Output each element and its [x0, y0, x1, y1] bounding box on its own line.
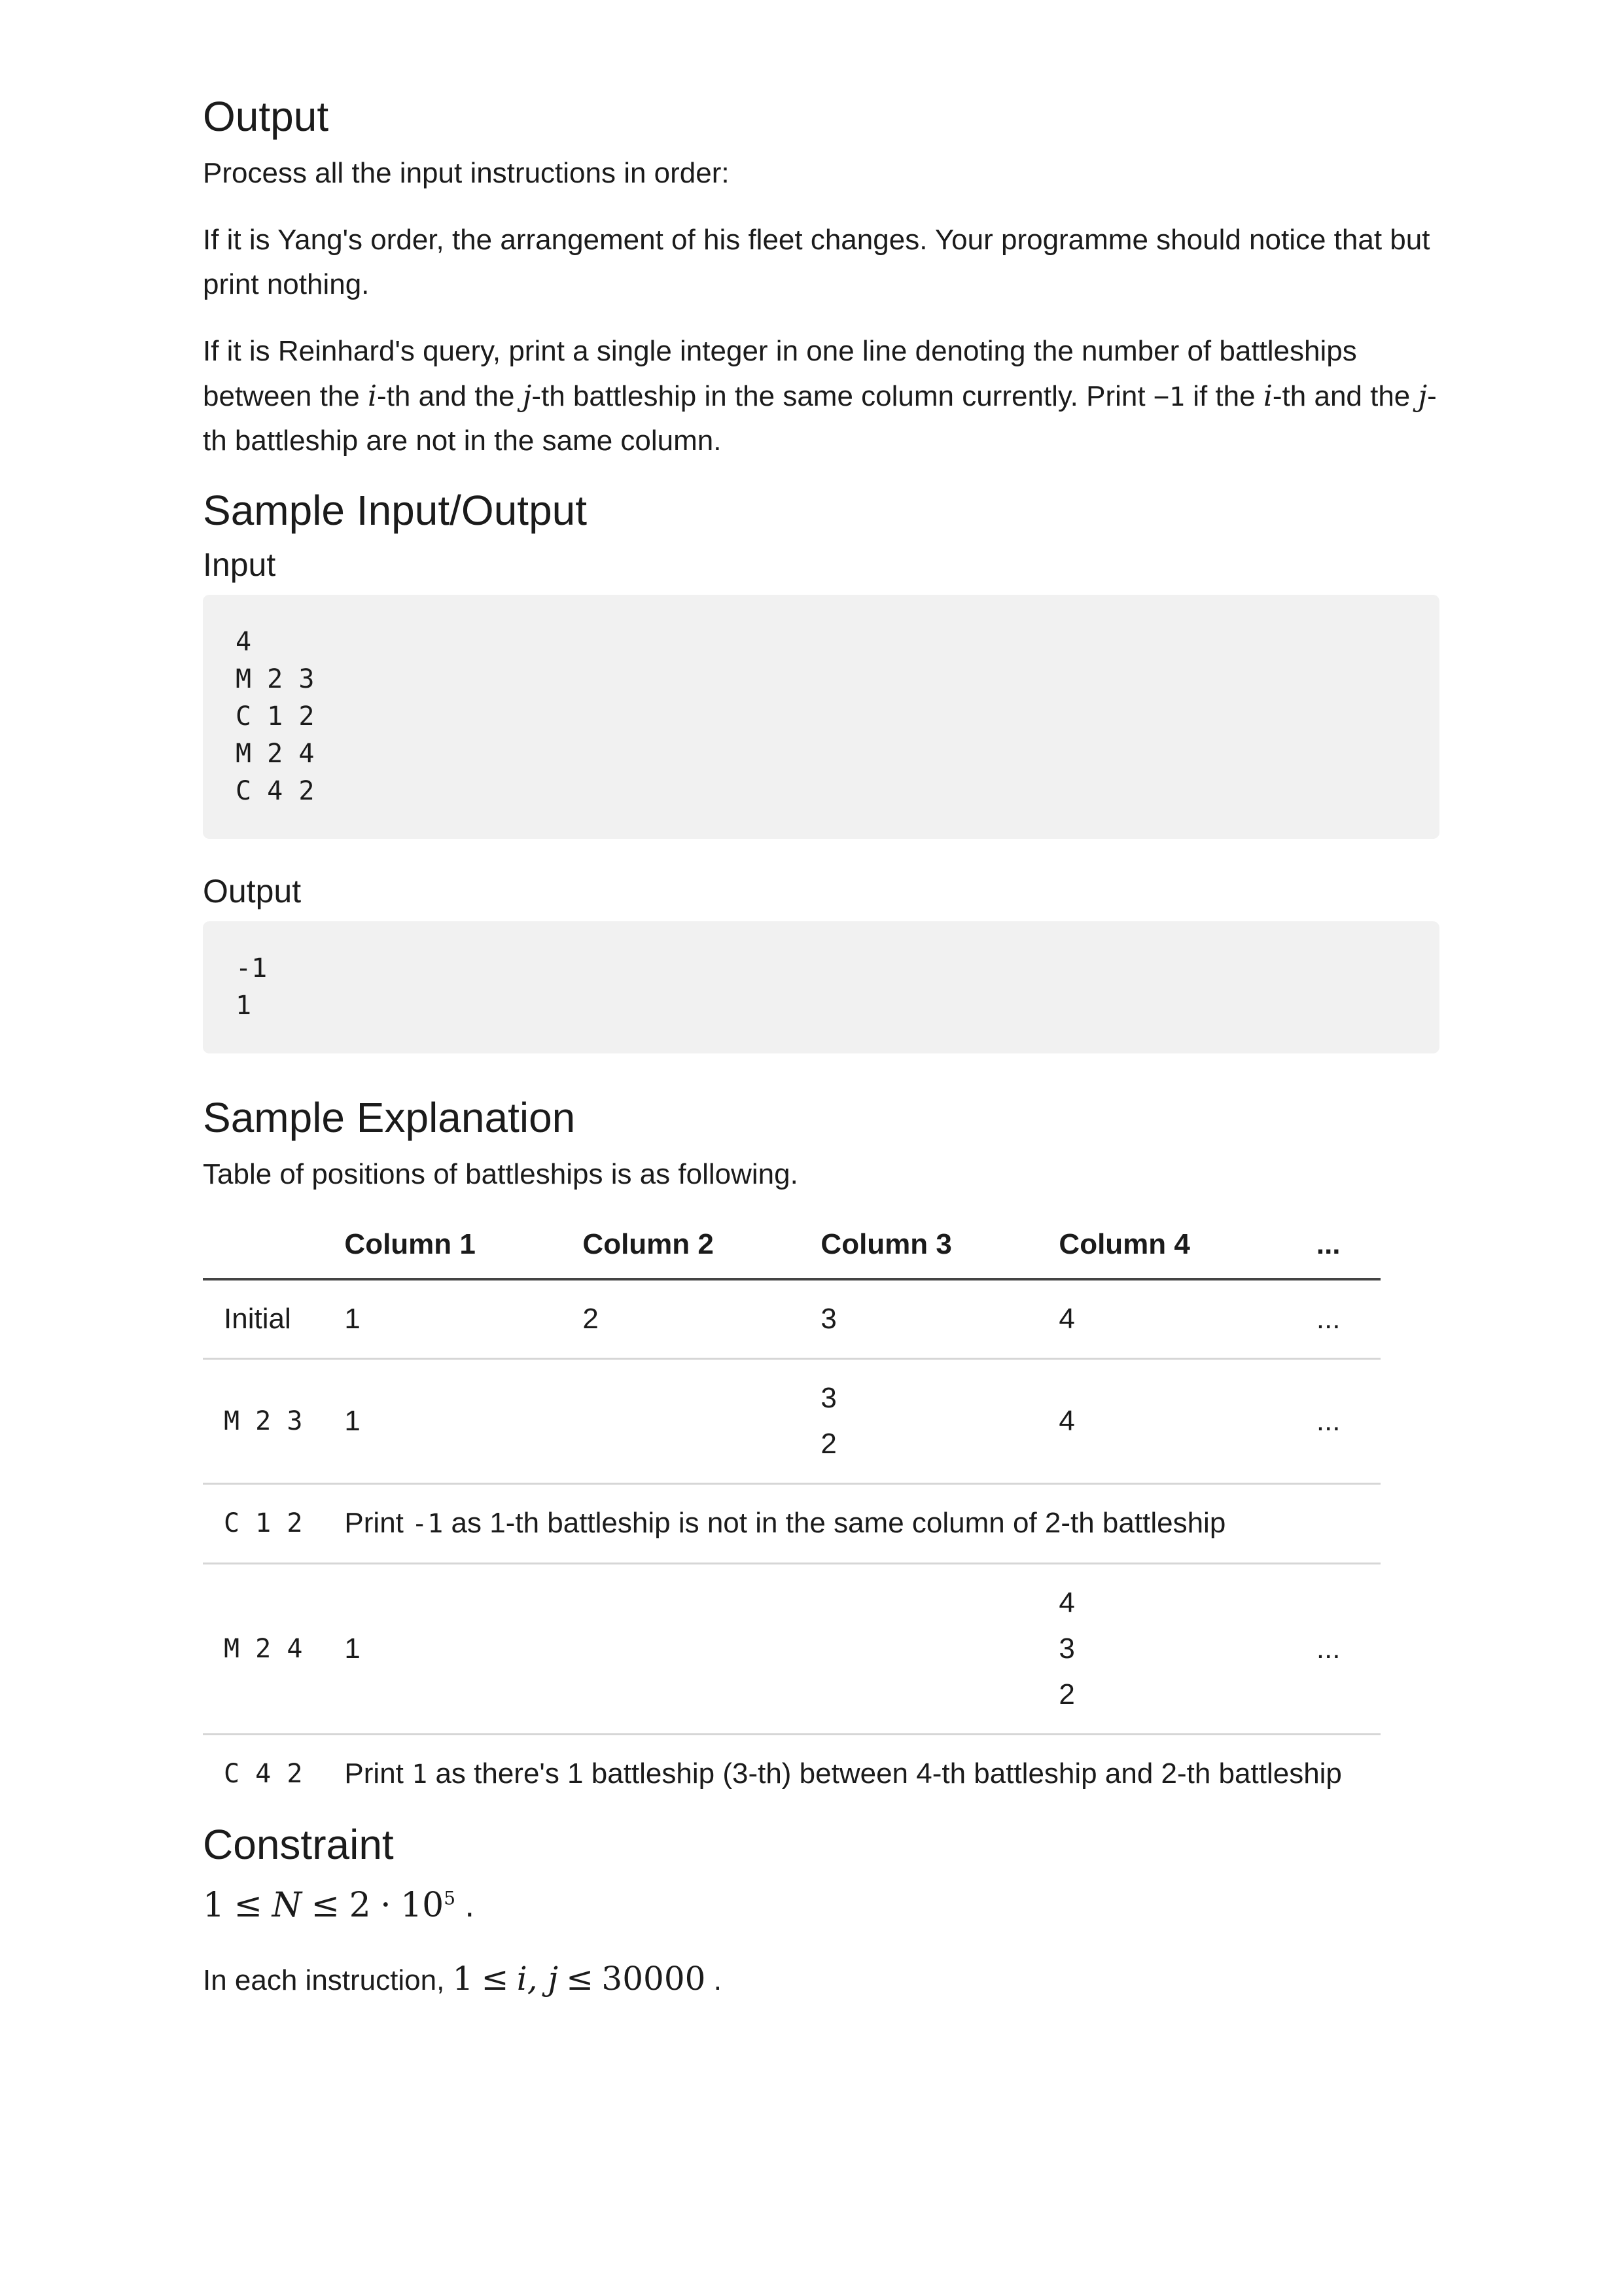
reinhard-text-1: If it is Reinhard's query, print a single integer in one line denoting the number of battleships between the	[203, 335, 1357, 412]
table-row-c42	[203, 1734, 1381, 1813]
math-leq: ≤	[311, 1885, 340, 1925]
math-ten: 10	[400, 1885, 444, 1925]
output-heading: Output	[203, 93, 329, 140]
reinhard-text-4: -th battleship are not in the same column.	[203, 380, 1437, 457]
header-more: ...	[1276, 1214, 1381, 1279]
header-column-4: Column 4	[1038, 1214, 1276, 1279]
math-period: .	[465, 1886, 474, 1924]
stack-item: 2	[1059, 1678, 1075, 1710]
row-label: C 1 2	[203, 1483, 323, 1563]
query-note	[323, 1734, 1381, 1813]
cell: 4	[1038, 1279, 1276, 1359]
reinhard-text-3: -th and the	[1272, 380, 1419, 412]
note-code: 1	[412, 1759, 428, 1790]
stack-item: 2	[820, 1427, 837, 1460]
cell-stack	[800, 1358, 1038, 1483]
explanation-heading: Sample Explanation	[203, 1093, 576, 1141]
stack-item: 3	[820, 1381, 837, 1414]
note-text: Print	[344, 1757, 412, 1790]
var-i-2: i	[1263, 379, 1273, 413]
cell: 1	[323, 1279, 561, 1359]
note-text: as there's 1 battleship (3-th) between 4-th battleship and 2-th battleship	[427, 1757, 1342, 1790]
constraint-ij	[203, 1954, 1439, 2005]
math-n: N	[272, 1885, 302, 1925]
math-leq: ≤	[566, 1960, 594, 1998]
var-j: j	[522, 379, 532, 413]
reinhard-text-if: if the	[1184, 380, 1263, 412]
note-text: Print	[344, 1506, 412, 1539]
header-column-1: Column 1	[323, 1214, 561, 1279]
table-row-initial	[203, 1279, 1381, 1359]
cell: 2	[561, 1279, 800, 1359]
cell: 1	[323, 1358, 561, 1483]
document-content	[203, 79, 1439, 2027]
row-label: C 4 2	[224, 1759, 303, 1790]
sample-io-heading: Sample Input/Output	[203, 486, 588, 534]
row-label: M 2 4	[203, 1563, 323, 1734]
input-label: Input	[203, 546, 276, 583]
output-label: Output	[203, 872, 302, 910]
reinhard-paragraph	[203, 329, 1439, 463]
math-leq: ≤	[481, 1960, 509, 1998]
note-text: as 1-th battleship is not in the same column of 2-th battleship	[443, 1506, 1226, 1539]
sample-output-block: -1 1	[203, 921, 1439, 1053]
yang-paragraph: If it is Yang's order, the arrangement of his fleet changes. Your programme should notice that but print nothing.	[203, 223, 1430, 301]
var-j-2: j	[1418, 379, 1428, 413]
cell-empty	[800, 1563, 1038, 1734]
cell-more: ...	[1276, 1358, 1381, 1483]
var-i: i	[367, 379, 378, 413]
header-column-2: Column 2	[561, 1214, 800, 1279]
math-one: 1	[452, 1960, 474, 1998]
math-leq: ≤	[234, 1885, 263, 1925]
row-label: Initial	[203, 1279, 323, 1359]
cell: 4	[1038, 1358, 1276, 1483]
cell-empty	[561, 1358, 800, 1483]
constraint-prefix: In each instruction,	[203, 1964, 453, 1997]
table-row-m24	[203, 1563, 1381, 1734]
math-limit: 30000	[601, 1960, 706, 1998]
reinhard-text-2: -th battleship in the same column currently. Print	[531, 380, 1154, 412]
math-two: 2	[349, 1885, 371, 1925]
math-dot: ·	[380, 1885, 391, 1925]
minus-one-code: −1	[1153, 381, 1185, 412]
header-column-3: Column 3	[800, 1214, 1038, 1279]
explanation-intro: Table of positions of battleships is as following.	[203, 1157, 798, 1190]
cell-stack	[1038, 1563, 1276, 1734]
cell-more: ...	[1276, 1563, 1381, 1734]
math-exponent: 5	[444, 1887, 456, 1909]
table-header-row	[203, 1214, 1381, 1279]
math-period: .	[713, 1964, 722, 1997]
cell: 1	[323, 1563, 561, 1734]
stack-item: 4	[1059, 1586, 1075, 1619]
positions-table	[203, 1214, 1381, 1813]
constraint-n	[203, 1879, 1439, 1932]
header-blank	[203, 1214, 323, 1279]
stack-item: 3	[1059, 1632, 1075, 1665]
reinhard-text-th-and: -th and the	[377, 380, 523, 412]
cell: 3	[800, 1279, 1038, 1359]
note-code: -1	[412, 1508, 444, 1539]
table-row-m23	[203, 1358, 1381, 1483]
cell-more: ...	[1276, 1279, 1381, 1359]
sample-input-block: 4 M 2 3 C 1 2 M 2 4 C 4 2	[203, 595, 1439, 839]
math-ij: i, j	[516, 1960, 559, 1998]
constraint-heading: Constraint	[203, 1820, 394, 1868]
math-one: 1	[203, 1885, 225, 1925]
query-note	[323, 1483, 1381, 1563]
output-intro: Process all the input instructions in order:	[203, 156, 730, 189]
row-label: M 2 3	[203, 1358, 323, 1483]
cell-empty	[561, 1563, 800, 1734]
table-row-c12	[203, 1483, 1381, 1563]
